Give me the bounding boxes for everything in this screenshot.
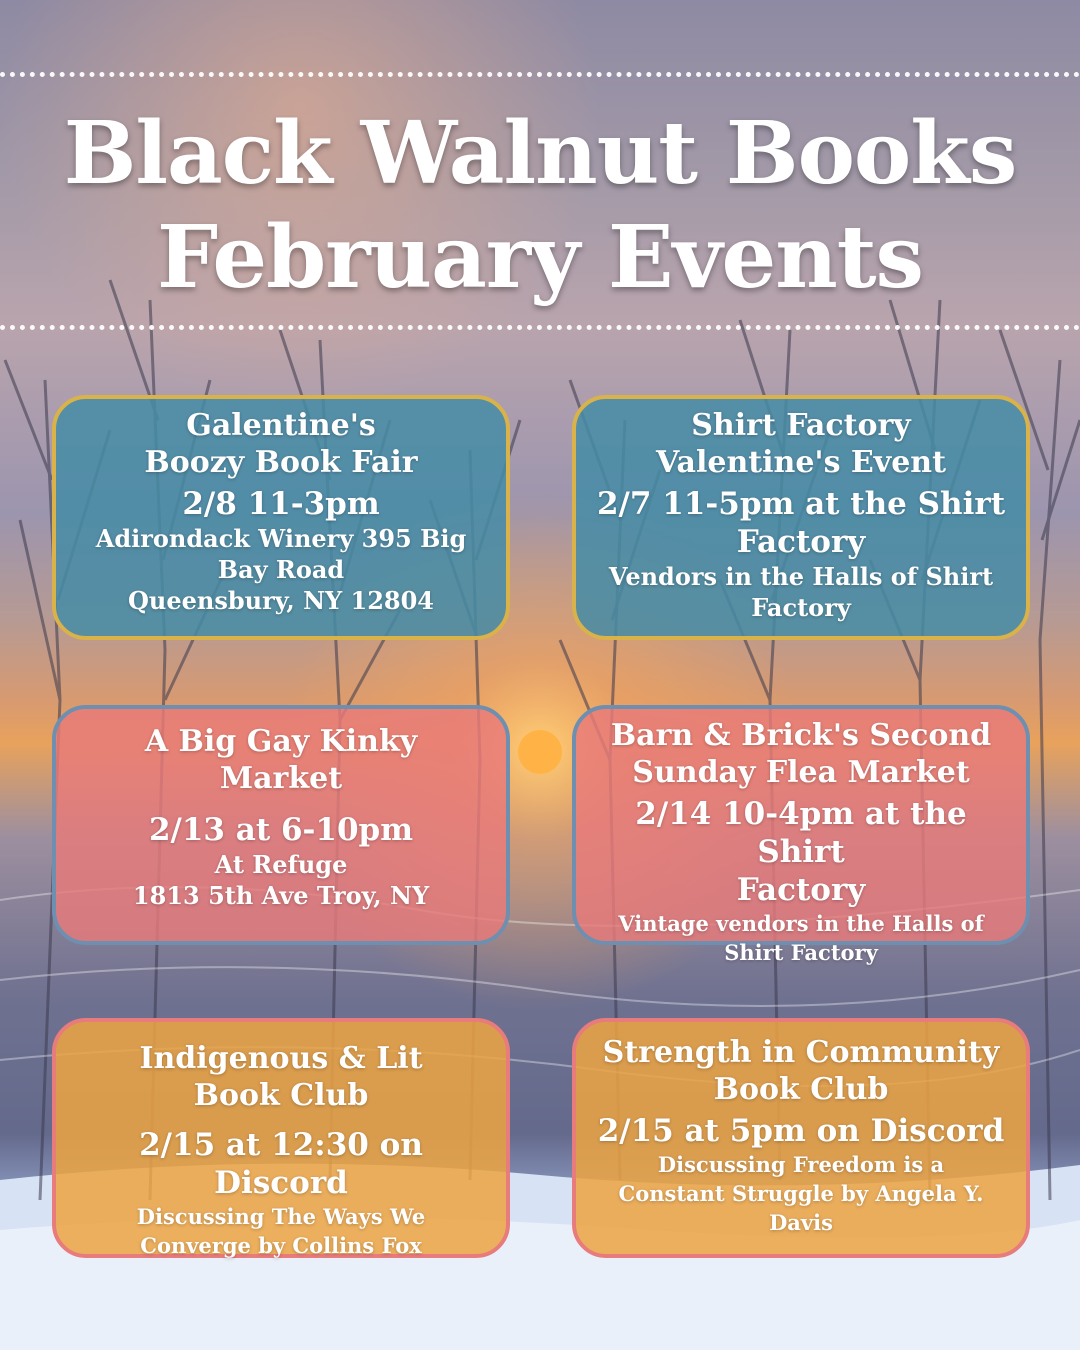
event-title-line-2: Book Club (713, 1072, 889, 1107)
top-dotted-divider (0, 72, 1080, 77)
event-date: 2/8 11-3pm (182, 486, 380, 522)
event-card-strength-in-community-book-club (572, 1018, 1030, 1258)
event-title-line-2: Book Club (193, 1078, 369, 1113)
event-card-kinky-market (52, 705, 510, 945)
event-detail-line-2: Converge by Collins Fox (140, 1233, 422, 1258)
event-card-flea-market (572, 705, 1030, 965)
event-date: 2/13 at 6-10pm (148, 812, 414, 848)
event-title-line-2: Market (219, 761, 343, 796)
event-detail-line-1: At Refuge (214, 850, 348, 879)
event-detail-line-1: Discussing Freedom is a (657, 1152, 945, 1177)
event-detail-line-1: Discussing The Ways We (136, 1204, 426, 1229)
event-card-indigenous-lit-book-club (52, 1018, 510, 1258)
event-detail-line-3: Queensbury, NY 12804 (127, 586, 434, 615)
sun-icon (518, 730, 562, 774)
event-detail-line-2: Shirt Factory (724, 940, 878, 965)
event-title-line-2: Boozy Book Fair (144, 445, 418, 480)
event-detail-line-2: Bay Road (217, 555, 345, 584)
event-title-line-1: Barn & Brick's Second (610, 718, 992, 753)
event-title-line-1: Indigenous & Lit (139, 1041, 423, 1076)
event-detail-line-2: 1813 5th Ave Troy, NY (132, 881, 430, 910)
title-line-2: February Events (157, 207, 923, 308)
event-detail-line-3: Davis (769, 1210, 833, 1235)
title-line-1: Black Walnut Books (63, 103, 1017, 204)
event-title-line-1: Galentine's (186, 408, 376, 443)
event-date: 2/15 at 12:30 on Discord (139, 1127, 423, 1201)
event-date-line-2: Factory (736, 524, 866, 560)
event-detail-line-1: Vendors in the Halls of Shirt (608, 562, 994, 591)
event-title-line-1: Shirt Factory (691, 408, 911, 443)
event-title-line-1: Strength in Community (602, 1035, 1000, 1070)
event-card-shirt-factory-valentines (572, 395, 1030, 640)
event-title-line-1: A Big Gay Kinky (144, 724, 418, 759)
event-detail-line-1: Vintage vendors in the Halls of (618, 911, 984, 936)
event-title-line-2: Valentine's Event (656, 445, 946, 480)
bottom-dotted-divider (0, 325, 1080, 330)
event-date-line-1: 2/7 11-5pm at the Shirt (596, 486, 1006, 522)
event-detail-line-2: Constant Struggle by Angela Y. (618, 1181, 984, 1206)
event-date: 2/15 at 5pm on Discord (597, 1113, 1005, 1149)
event-title-line-2: Sunday Flea Market (632, 755, 970, 790)
event-date-line-2: Factory (736, 872, 866, 908)
event-card-galentines (52, 395, 510, 640)
event-detail-line-2: Factory (751, 593, 851, 622)
event-detail-line-1: Adirondack Winery 395 Big (95, 524, 467, 553)
event-date-line-1: 2/14 10-4pm at the Shirt (635, 796, 967, 870)
